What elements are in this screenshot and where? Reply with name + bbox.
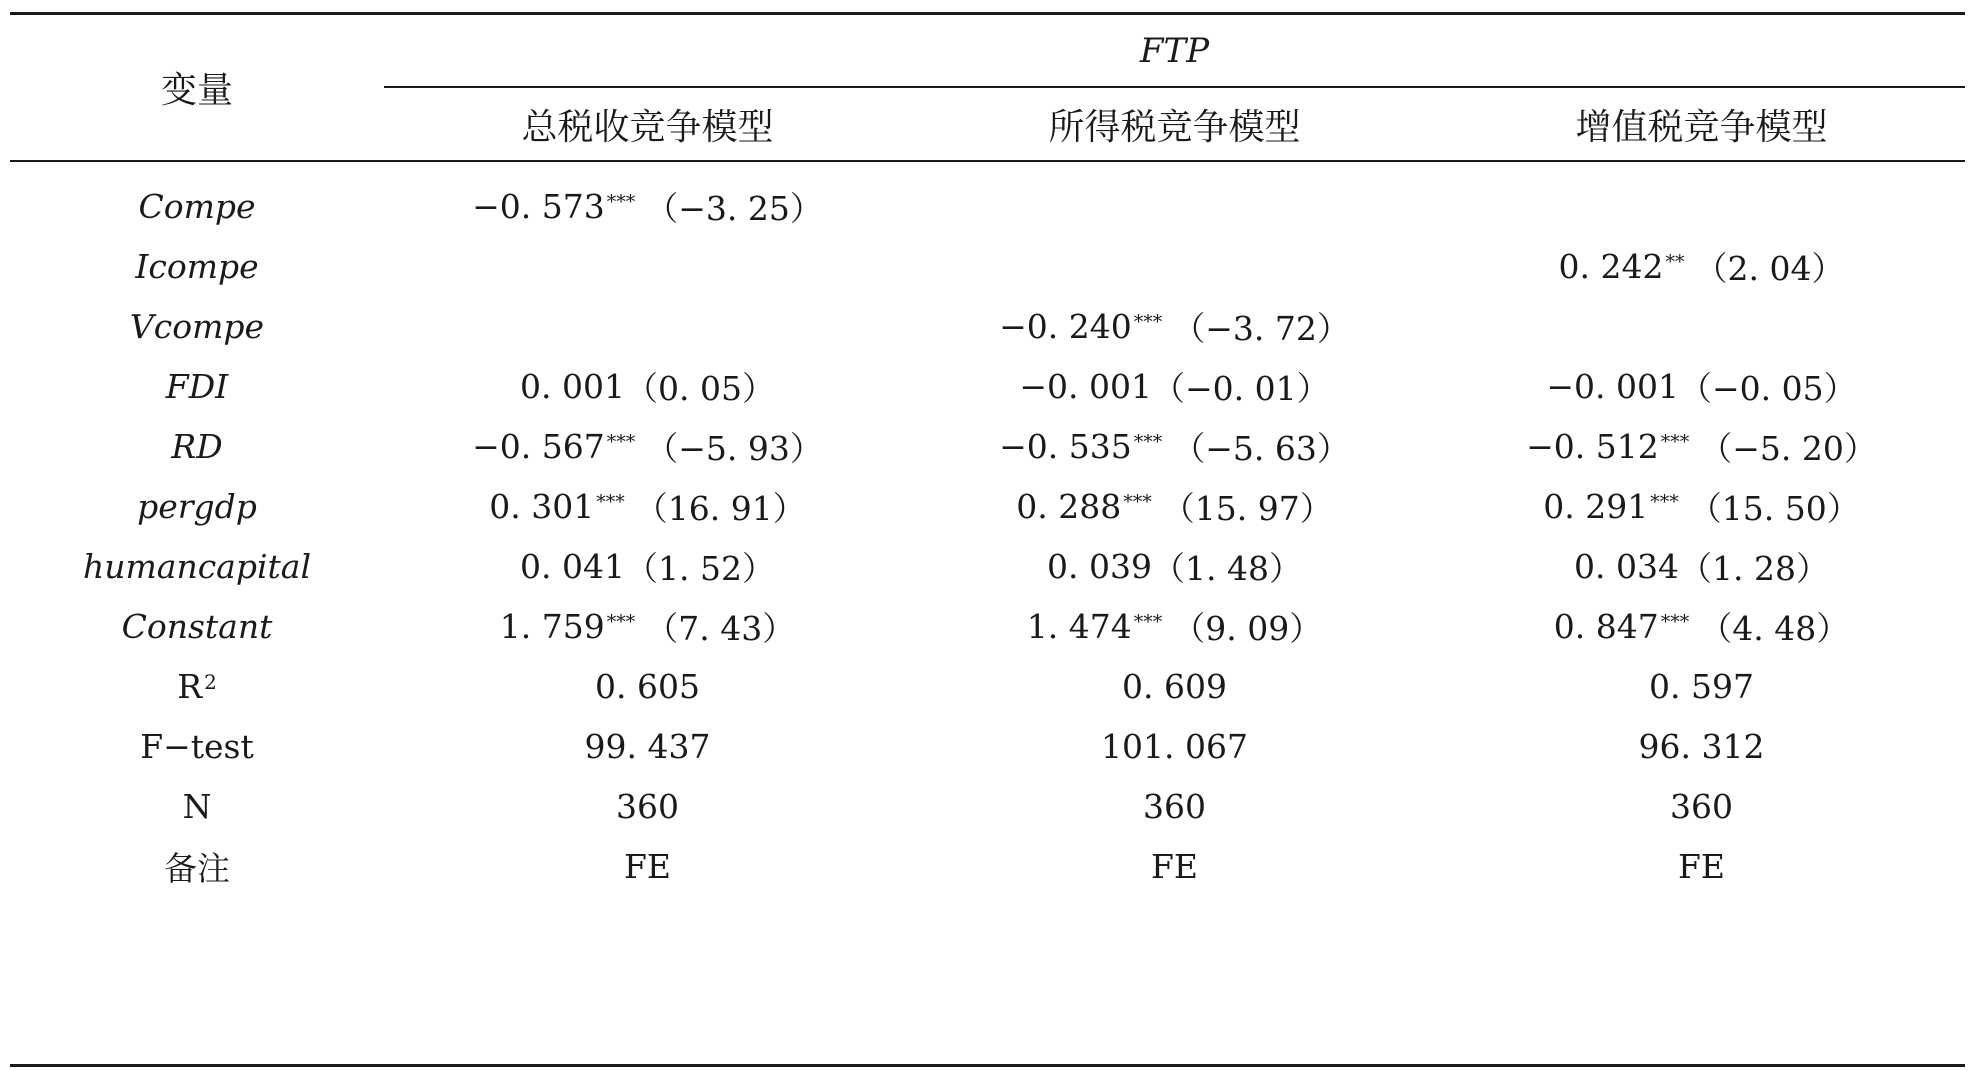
- coefficient-value: 0. 039: [1047, 546, 1152, 586]
- coefficient-value: 0. 288: [1016, 486, 1122, 526]
- coefficient-value: 360: [1670, 786, 1733, 826]
- significance-stars: ***: [606, 191, 636, 213]
- coefficient-value: 1. 759: [499, 606, 605, 646]
- row-label-text: humancapital: [82, 546, 312, 586]
- t-statistic: （0. 05）: [625, 368, 775, 408]
- coefficient-value: −0. 001: [1546, 366, 1679, 406]
- significance-stars: ***: [596, 491, 625, 513]
- t-statistic: （4. 48）: [1699, 608, 1850, 648]
- coefficient-value: −0. 573: [472, 186, 605, 226]
- t-statistic: （−3. 72）: [1172, 308, 1350, 348]
- significance-stars: ***: [1660, 431, 1690, 453]
- coefficient-value: 99. 437: [584, 726, 711, 766]
- significance-stars: **: [1665, 251, 1685, 273]
- header-bottom-rule: [10, 160, 1965, 162]
- t-statistic: （1. 28）: [1679, 548, 1829, 588]
- coefficient-value: 96. 312: [1638, 726, 1765, 766]
- coefficient-value: 0. 034: [1574, 546, 1679, 586]
- coefficient-value: 0. 847: [1553, 606, 1659, 646]
- coefficient-value: 360: [1143, 786, 1206, 826]
- coefficient-value: FE: [624, 846, 671, 886]
- t-statistic: （15. 50）: [1688, 488, 1860, 528]
- table-cell: [911, 829, 1438, 903]
- significance-stars: ***: [1133, 431, 1163, 453]
- table-cell: [1438, 829, 1965, 903]
- significance-stars: ***: [1660, 611, 1690, 633]
- variable-header: 变量: [160, 70, 233, 111]
- coefficient-value: −0. 535: [999, 426, 1132, 466]
- significance-stars: ***: [1123, 491, 1152, 513]
- column-header-total-tax: 总税收竞争模型: [521, 106, 774, 148]
- coefficient-value: 0. 597: [1649, 666, 1754, 706]
- t-statistic: （2. 04）: [1694, 248, 1845, 288]
- significance-stars: ***: [606, 431, 636, 453]
- t-statistic: （16. 91）: [634, 488, 806, 528]
- row-label-text: 备注: [164, 848, 230, 888]
- coefficient-value: 0. 041: [520, 546, 625, 586]
- row-label-text: N: [182, 786, 212, 826]
- row-label-text: Icompe: [135, 246, 259, 286]
- t-statistic: （−5. 63）: [1172, 428, 1350, 468]
- t-statistic: （9. 09）: [1172, 608, 1323, 648]
- ftp-group-header: FTP: [1139, 30, 1210, 71]
- t-statistic: （7. 43）: [645, 608, 796, 648]
- t-statistic: （15. 97）: [1161, 488, 1333, 528]
- row-label-text: FDI: [165, 366, 229, 406]
- t-statistic: （1. 48）: [1152, 548, 1302, 588]
- table-bottom-rule: [10, 1064, 1965, 1067]
- row-label-text: Constant: [121, 606, 273, 646]
- coefficient-value: −0. 001: [1019, 366, 1152, 406]
- t-statistic: （−5. 93）: [645, 428, 823, 468]
- significance-stars: ***: [1650, 491, 1679, 513]
- significance-stars: ***: [1133, 311, 1163, 333]
- row-label-text: R: [177, 666, 203, 706]
- row-label-superscript: 2: [204, 670, 217, 694]
- coefficient-value: 0. 605: [595, 666, 700, 706]
- column-header-income-tax: 所得税竞争模型: [1048, 106, 1301, 148]
- coefficient-value: −0. 240: [999, 306, 1132, 346]
- row-label-text: F−test: [140, 726, 254, 766]
- coefficient-value: 0. 301: [489, 486, 595, 526]
- row-label-text: pergdp: [137, 486, 257, 526]
- coefficient-value: 101. 067: [1101, 726, 1248, 766]
- coefficient-value: 0. 609: [1122, 666, 1227, 706]
- coefficient-value: −0. 567: [472, 426, 605, 466]
- coefficient-value: 360: [616, 786, 679, 826]
- row-label: [10, 829, 384, 903]
- row-label-text: RD: [171, 426, 223, 466]
- significance-stars: ***: [606, 611, 636, 633]
- t-statistic: （−0. 01）: [1152, 368, 1330, 408]
- coefficient-value: −0. 512: [1526, 426, 1659, 466]
- row-label-text: Compe: [138, 186, 256, 226]
- coefficient-value: FE: [1151, 846, 1198, 886]
- column-header-vat: 增值税竞争模型: [1575, 106, 1828, 148]
- t-statistic: （−3. 25）: [645, 188, 823, 228]
- table-cell: [384, 829, 911, 903]
- t-statistic: （−5. 20）: [1699, 428, 1877, 468]
- coefficient-value: 1. 474: [1026, 606, 1132, 646]
- coefficient-value: 0. 001: [520, 366, 625, 406]
- significance-stars: ***: [1133, 611, 1163, 633]
- t-statistic: （1. 52）: [625, 548, 775, 588]
- coefficient-value: 0. 291: [1543, 486, 1649, 526]
- coefficient-value: FE: [1678, 846, 1725, 886]
- t-statistic: （−0. 05）: [1679, 368, 1857, 408]
- coefficient-value: 0. 242: [1558, 246, 1664, 286]
- row-label-text: Vcompe: [129, 306, 265, 346]
